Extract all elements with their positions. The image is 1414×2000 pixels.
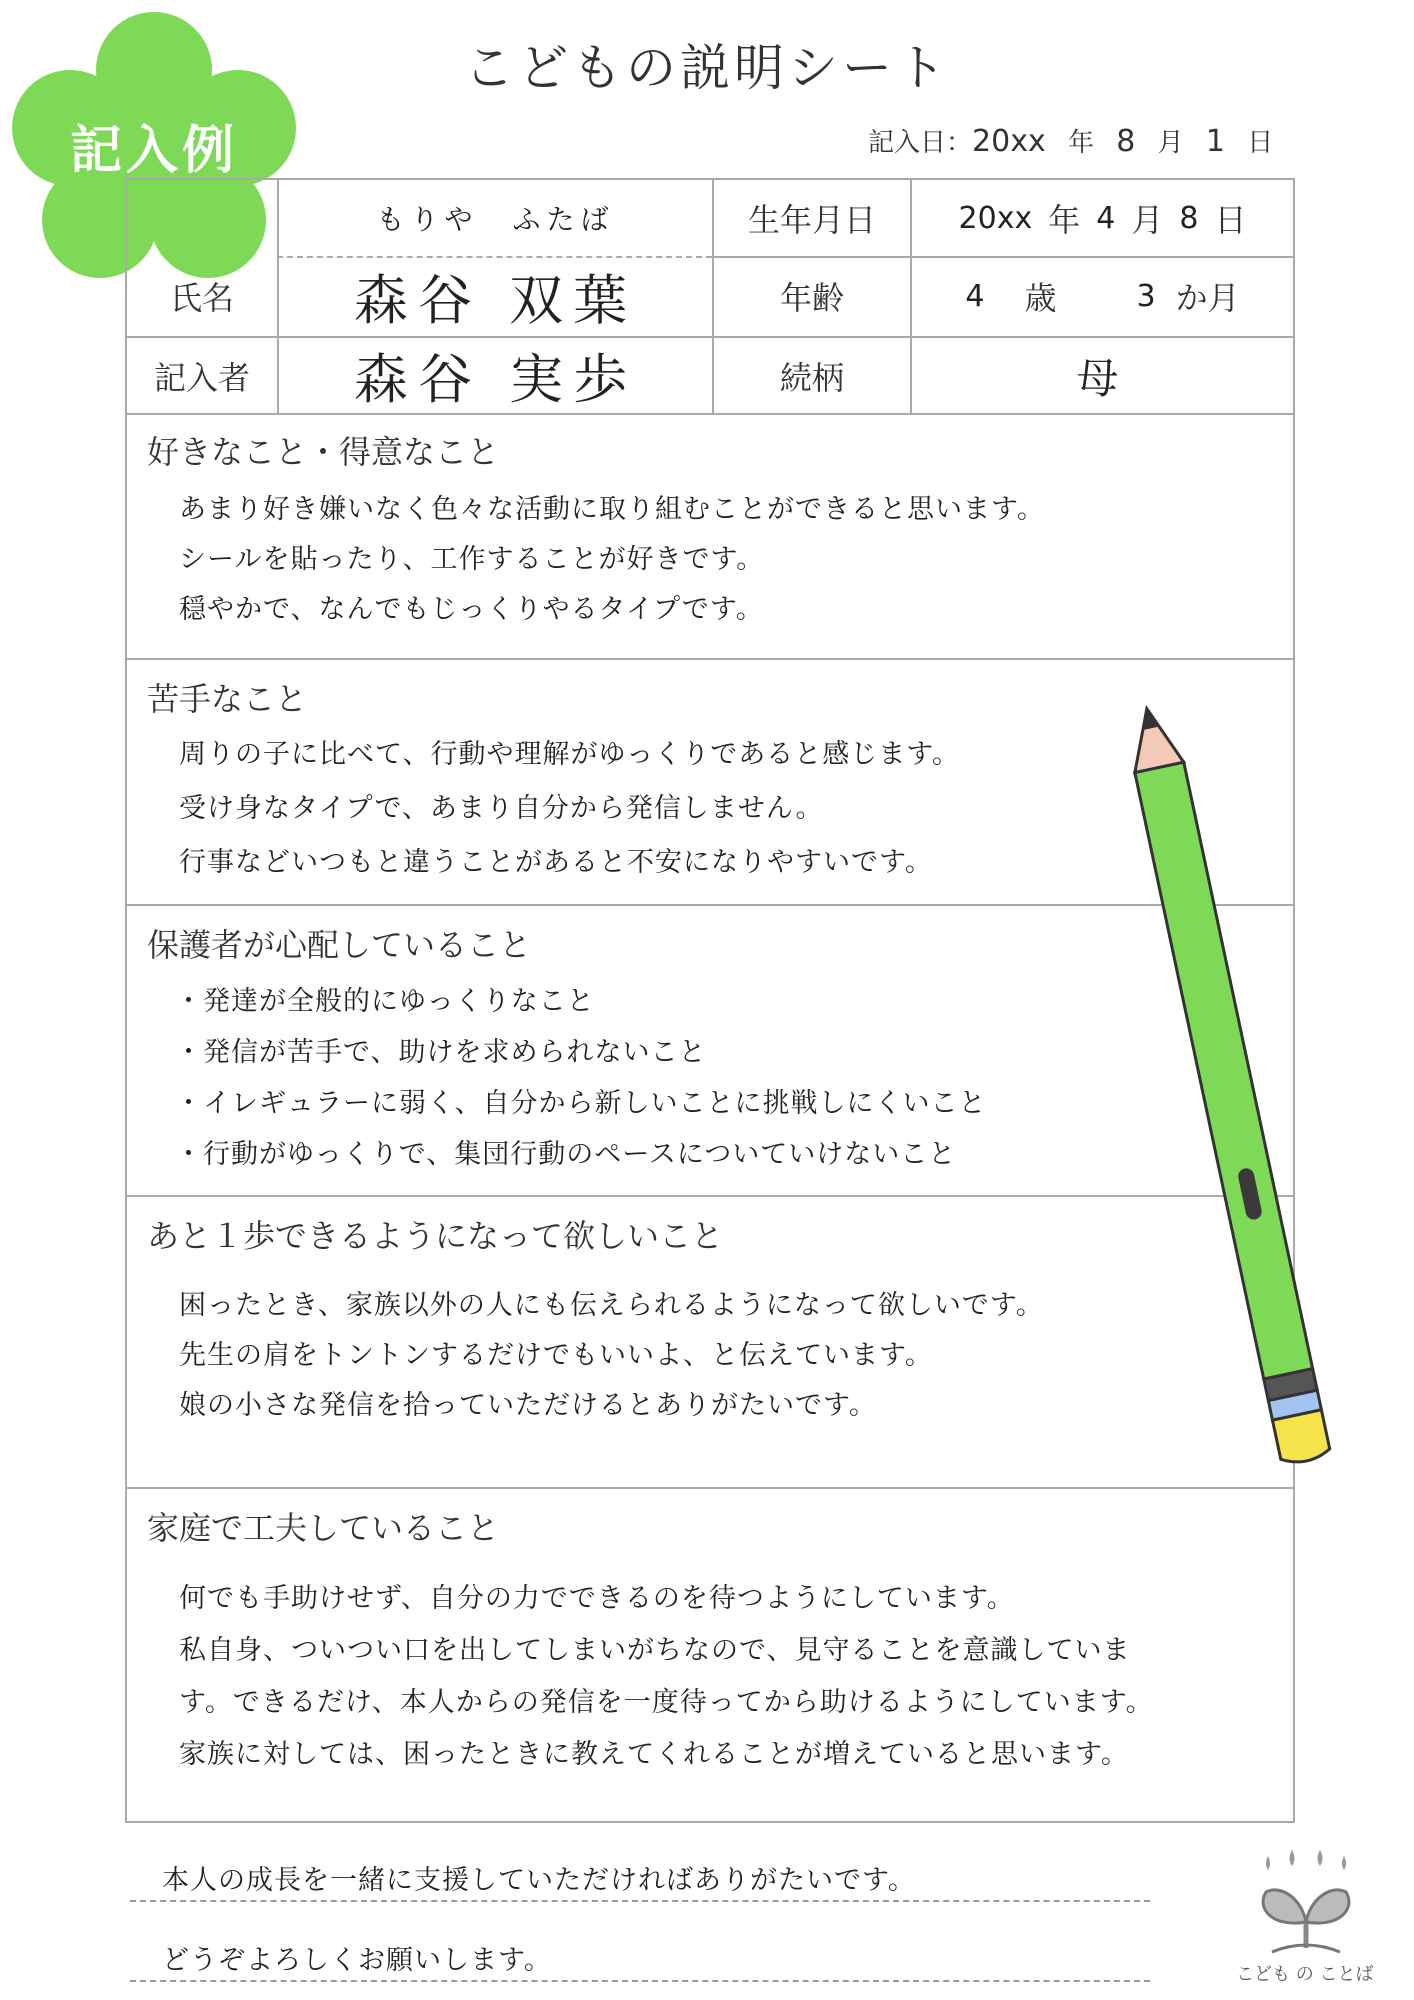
birth-year-unit: 年	[1048, 201, 1081, 239]
birth-year: 20xx	[958, 200, 1033, 236]
section-line: 穏やかで、なんでもじっくりやるタイプです。	[179, 594, 764, 625]
section-likes	[127, 413, 1293, 660]
footer-divider	[130, 1980, 1150, 1982]
section-line: 私自身、ついつい口を出してしまいがちなので、見守ることを意識していま	[179, 1635, 1131, 1666]
section-line: 周りの子に比べて、行動や理解がゆっくりであると感じます。	[179, 739, 961, 770]
section-line: す。できるだけ、本人からの発信を一度待ってから助けるようにしています。	[179, 1687, 1154, 1718]
section-line: 困ったとき、家族以外の人にも伝えられるようになって欲しいです。	[179, 1290, 1044, 1321]
section-line: 行事などいつもと違うことがあると不安になりやすいです。	[179, 847, 933, 878]
entry-day-unit: 日	[1247, 128, 1274, 158]
section-title: 苦手なこと	[147, 680, 308, 718]
entry-date-label: 記入日：	[868, 128, 973, 158]
name-field: 森谷 双葉	[353, 268, 638, 332]
pencil-icon	[1110, 700, 1350, 1500]
birth-day: 8	[1179, 200, 1199, 236]
section-title: あと１歩できるようになって欲しいこと	[147, 1217, 724, 1255]
section-line: 何でも手助けせず、自分の力でできるのを待つようにしています。	[179, 1583, 1015, 1614]
section-line: ・発信が苦手で、助けを求められないこと	[175, 1037, 707, 1068]
birth-day-unit: 日	[1214, 201, 1247, 239]
section-line: あまり好き嫌いなく色々な活動に取り組むことができると思います。	[179, 494, 1045, 525]
relation-label: 続柄	[779, 358, 844, 397]
writer-field: 森谷 実歩	[353, 348, 638, 411]
name-label: 氏名	[169, 279, 234, 317]
birth-month: 4	[1096, 200, 1116, 236]
badge-label: 記入例	[69, 121, 238, 181]
section-home-efforts	[127, 1489, 1293, 1823]
footer-divider	[130, 1900, 1150, 1902]
section-line: 受け身なタイプで、あまり自分から発信しません。	[179, 793, 824, 824]
entry-date	[868, 122, 1273, 159]
logo-text: こども の ことば	[1236, 1964, 1374, 1985]
footer-line-1: 本人の成長を一緒に支援していただければありがたいです。	[162, 1865, 916, 1896]
age-months: 3	[1136, 278, 1156, 314]
section-line: 先生の肩をトントンするだけでもいいよ、と伝えています。	[179, 1340, 933, 1371]
age-label: 年齢	[779, 279, 844, 317]
footer-line-2: どうぞよろしくお願いします。	[162, 1945, 552, 1976]
furigana-field: もりや ふたば	[376, 203, 615, 236]
age-years-unit: 歳	[1024, 279, 1057, 317]
age-years: 4	[965, 278, 985, 314]
section-line: シールを貼ったり、工作することが好きです。	[179, 544, 765, 575]
birth-field	[912, 180, 1293, 256]
entry-year-unit: 年	[1067, 128, 1094, 158]
birth-label: 生年月日	[747, 201, 876, 239]
age-field	[912, 256, 1293, 336]
section-title: 好きなこと・得意なこと	[147, 433, 500, 471]
relation-field: 母	[1076, 353, 1129, 403]
section-line: ・発達が全般的にゆっくりなこと	[175, 986, 595, 1017]
birth-month-unit: 月	[1131, 201, 1164, 239]
entry-day: 1	[1205, 124, 1225, 159]
profile-table	[125, 178, 1295, 415]
section-line: 娘の小さな発信を拾っていただけるとありがたいです。	[179, 1390, 877, 1421]
section-line: 家族に対しては、困ったときに教えてくれることが増えていると思います。	[179, 1739, 1129, 1770]
section-line: ・行動がゆっくりで、集団行動のペースについていけないこと	[175, 1139, 957, 1170]
entry-year: 20xx	[972, 124, 1046, 159]
section-title: 保護者が心配していること	[147, 926, 532, 964]
entry-month: 8	[1116, 124, 1136, 159]
page-title: こどもの説明シート	[464, 39, 950, 97]
entry-month-unit: 月	[1157, 128, 1184, 158]
section-line: ・イレギュラーに弱く、自分から新しいことに挑戦しにくいこと	[175, 1088, 987, 1119]
age-months-unit: か月	[1175, 279, 1240, 317]
writer-label: 記入者	[153, 358, 250, 397]
section-title: 家庭で工夫していること	[147, 1509, 500, 1547]
